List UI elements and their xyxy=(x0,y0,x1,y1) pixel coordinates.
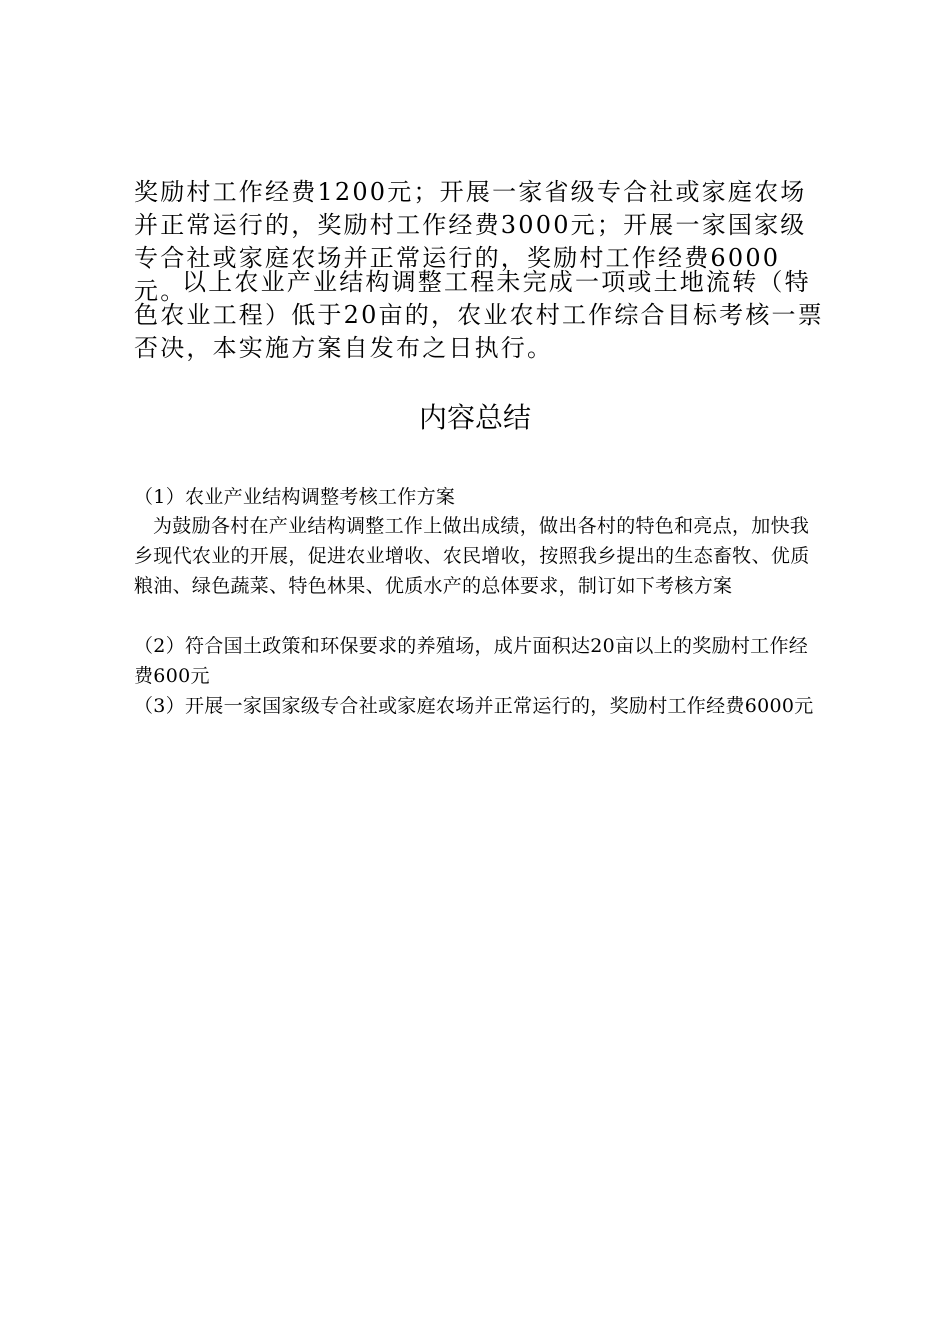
summary-item-1-body: 为鼓励各村在产业结构调整工作上做出成绩，做出各村的特色和亮点，加快我乡现代农业的开展，促进农业增收、农民增收，按照我乡提出的生态畜牧、优质粮油、绿色蔬菜、特色林果、优质水产的总体要求，制订如下考核方案 xyxy=(134,515,810,597)
summary-item-2: （2）符合国土政策和环保要求的养殖场，成片面积达20亩以上的奖励村工作经费600元 xyxy=(134,635,809,687)
summary-item-3: （3）开展一家国家级专合社或家庭农场并正常运行的，奖励村工作经费6000元 xyxy=(134,695,814,717)
summary-item-1: （1）农业产业结构调整考核工作方案 xyxy=(134,486,456,508)
summary-title: 内容总结 xyxy=(418,401,531,434)
body-paragraph-1: 奖励村工作经费1200元；开展一家省级专合社或家庭农场并正常运行的，奖励村工作经费3000元；开展一家国家级专合社或家庭农场并正常运行的，奖励村工作经费6000元。 xyxy=(134,178,807,305)
body-paragraph-2: 以上农业产业结构调整工程未完成一项或土地流转（特色农业工程）低于20亩的，农业农村工作综合目标考核一票否决，本实施方案自发布之日执行。 xyxy=(134,268,824,362)
